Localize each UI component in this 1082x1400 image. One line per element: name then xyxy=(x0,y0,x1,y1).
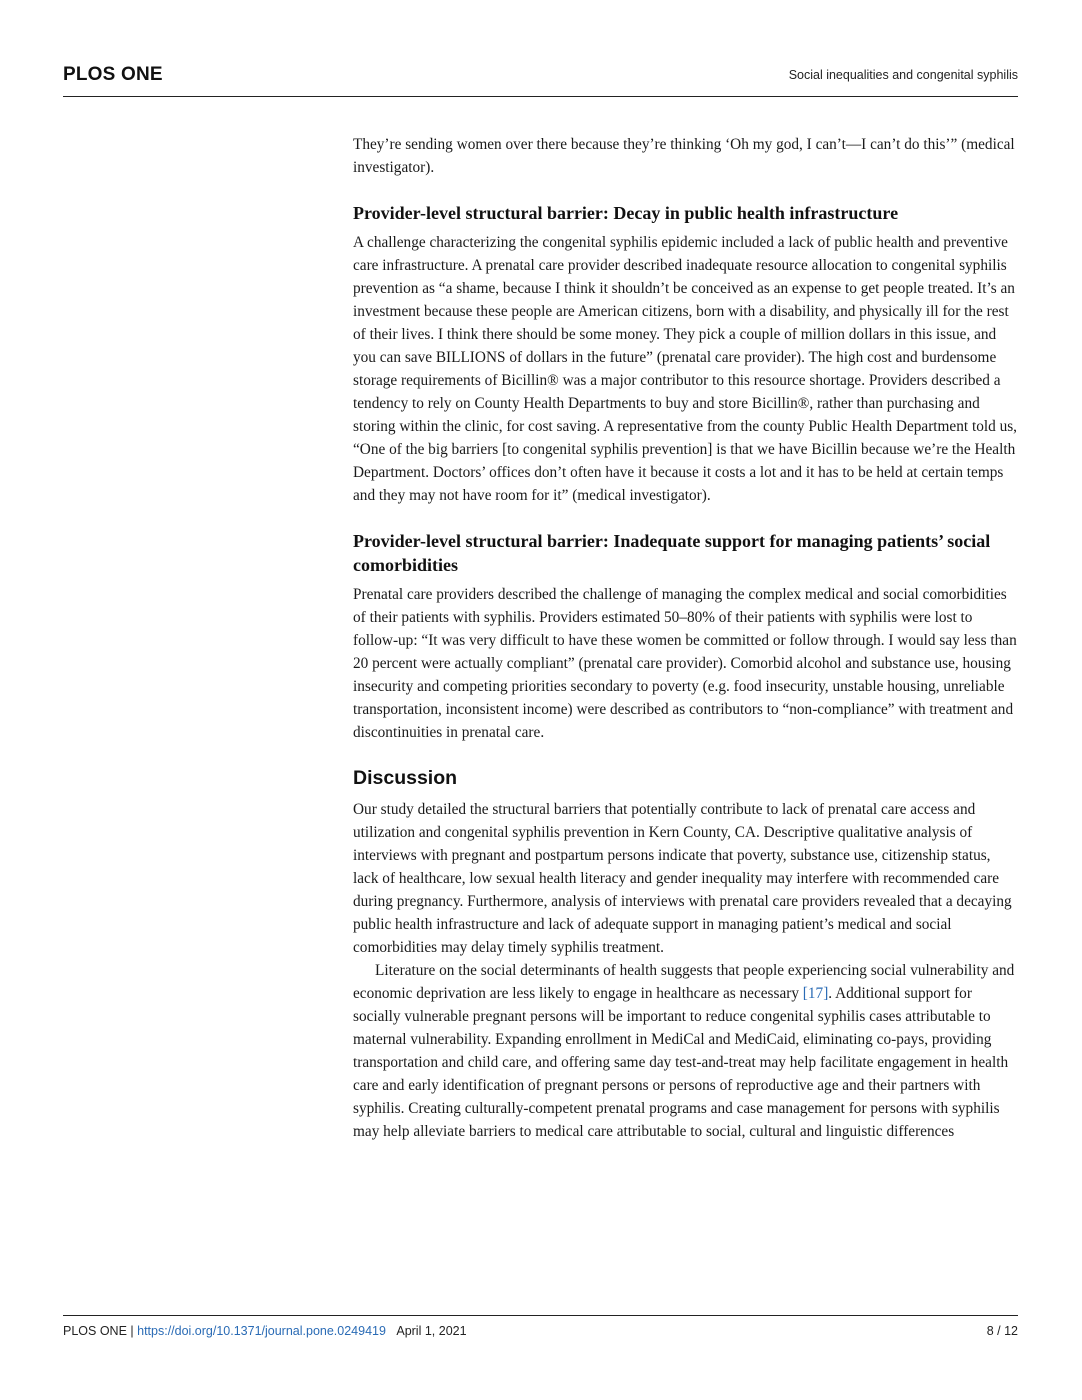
page-number: 8 / 12 xyxy=(986,1324,1018,1338)
paragraph-infrastructure: A challenge characterizing the congenital syphilis epidemic included a lack of public health and preventive care infrastructure. A prenatal care provider described inadequate resource allocation to congenital syphilis prevention as “a shame, because I think it shouldn’t be conceived as an expense to get people treated. It’s an investment because these people are American citizens, born with a disability, and physically ill for the rest of their lives. I think there should be some money. They pick a couple of million dollars in this issue, and you can save BILLIONS of dollars in the future” (prenatal care provider). The high cost and burdensome storage requirements of Bicillin® was a major contributor to this resource shortage. Providers described a tendency to rely on County Health Departments to buy and store Bicillin®, rather than purchasing and storing within the clinic, for cost saving. A representative from the county Public Health Department told us, “One of the big barriers [to congenital syphilis prevention] is that we have Bicillin because we’re the Health Department. Doctors’ offices don’t often have it because it costs a lot and it has to be held at certain temps and they may not have room for it” (medical investigator). xyxy=(353,234,1017,504)
section-heading-comorbidities: Provider-level structural barrier: Inadequate support for managing patients’ social comorbidities xyxy=(353,531,991,575)
paragraph-text: . Additional support for socially vulnerable pregnant persons will be important to reduce congenital syphilis cases attributable to maternal vulnerability. Expanding enrollment in MediCal and MediCaid, eliminating co-pays, providing transportation and child care, and offering same day test-and-treat may help facilitate engagement in health care and early identification of pregnant persons or persons of reproductive age and their partners with syphilis. Creating culturally-competent prenatal programs and case management for persons with syphilis may help alleviate barriers to medical care attributable to social, cultural and linguistic differences xyxy=(353,985,1009,1140)
paragraph-quote-continuation: They’re sending women over there because they’re thinking ‘Oh my god, I can’t—I can’t do this’” (medical investigator). xyxy=(353,136,1015,176)
paragraph-discussion-1: Our study detailed the structural barriers that potentially contribute to lack of prenatal care access and utilization and congenital syphilis prevention in Kern County, CA. Descriptive qualitative analysis of interviews with pregnant and postpartum persons indicate that poverty, substance use, citizenship status, lack of healthcare, low sexual health literacy and gender inequality may interfere with recommended care during pregnancy. Furthermore, analysis of interviews with prenatal care providers revealed that a decaying public health infrastructure and lack of adequate support in managing patient’s medical and social comorbidities may delay timely syphilis treatment. xyxy=(353,801,1012,956)
paragraph-comorbidities: Prenatal care providers described the challenge of managing the complex medical and social comorbidities of their patients with syphilis. Providers estimated 50–80% of their patients with syphilis were lost to follow-up: “It was very difficult to have these women be committed or follow through. I would say less than 20 percent were actually compliant” (prenatal care provider). Comorbid alcohol and substance use, housing insecurity and competing priorities secondary to poverty (e.g. food insecurity, unstable housing, unreliable transportation, inconsistent income) were described as contributors to “non-compliance” with treatment and discontinuities in prenatal care. xyxy=(353,586,1017,741)
publication-date: April 1, 2021 xyxy=(396,1324,467,1338)
footer-separator: | xyxy=(126,1324,138,1338)
paragraph-text: Literature on the social determinants of health suggests that people experiencing social vulnerability and economic deprivation are less likely to engage in healthcare as necessary xyxy=(353,962,1015,1002)
article-body xyxy=(353,133,1019,1143)
doi-link[interactable]: https://doi.org/10.1371/journal.pone.0249419 xyxy=(137,1324,386,1338)
journal-name: PLOS ONE xyxy=(63,64,163,85)
page-header xyxy=(63,63,1018,97)
section-heading-discussion: Discussion xyxy=(353,767,458,789)
paragraph-discussion-2 xyxy=(353,959,1019,1143)
page-footer xyxy=(63,1315,1018,1338)
section-heading-infrastructure: Provider-level structural barrier: Decay in public health infrastructure xyxy=(353,203,899,223)
footer-journal: PLOS ONE xyxy=(63,1324,127,1338)
citation-link[interactable]: [17] xyxy=(802,985,829,1002)
running-title: Social inequalities and congenital syphilis xyxy=(788,68,1018,82)
